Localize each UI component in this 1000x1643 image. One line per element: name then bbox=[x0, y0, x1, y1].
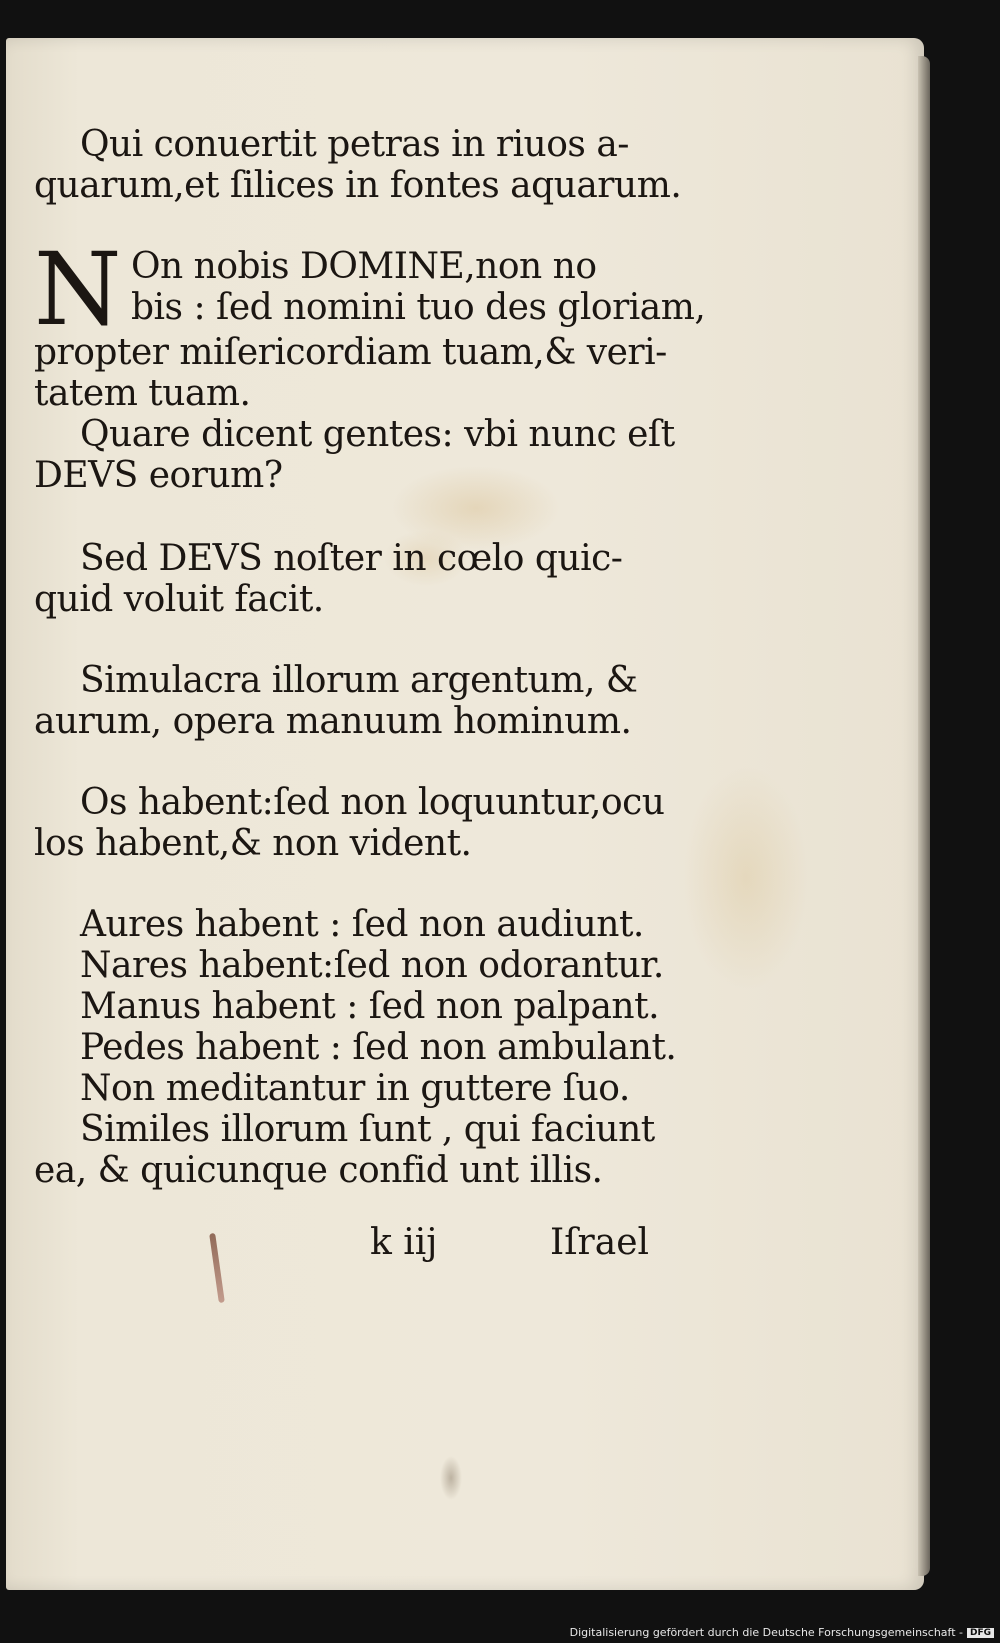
verse-line: quarum,et ſilices in fontes aquarum. bbox=[34, 165, 682, 206]
verse-line: bis : ſed nomini tuo des gloriam, bbox=[131, 287, 706, 328]
verse-line: Sed DEVS noſter in cœlo quic- bbox=[80, 538, 623, 579]
verse-line: tatem tuam. bbox=[34, 373, 251, 414]
verse-line: Nares habent:ſed non odorantur. bbox=[80, 945, 664, 986]
verse-2 bbox=[34, 231, 706, 414]
verse-1 bbox=[34, 124, 682, 206]
verse-3 bbox=[34, 414, 675, 496]
verse-line: Simulacra illorum argentum, & bbox=[80, 660, 638, 701]
verse-line: Qui conuertit petras in riuos a- bbox=[80, 124, 629, 165]
verse-line: Aures habent : ſed non audiunt. bbox=[80, 904, 644, 945]
drop-cap-initial: N bbox=[34, 231, 121, 348]
page-edge bbox=[918, 56, 930, 1576]
verse-line: aurum, opera manuum hominum. bbox=[34, 701, 632, 742]
verse-line: Pedes habent : ſed non ambulant. bbox=[80, 1027, 677, 1068]
verse-line: DEVS eorum? bbox=[34, 455, 283, 496]
paper-stain bbox=[440, 1456, 462, 1500]
verse-line: Quare dicent gentes: vbi nunc eſt bbox=[80, 414, 675, 455]
verse-line: propter miſericordiam tuam,& veri- bbox=[34, 332, 667, 373]
verse-line: Os habent:ſed non loquuntur,ocu bbox=[80, 782, 665, 823]
verse-5 bbox=[34, 660, 654, 742]
verse-line: ea, & quicunque confid unt illis. bbox=[34, 1150, 603, 1191]
verse-line: Manus habent : ſed non palpant. bbox=[80, 986, 660, 1027]
catchword: Iſrael bbox=[550, 1222, 650, 1263]
verse-7 bbox=[34, 904, 677, 1191]
verse-line: Non meditantur in guttere ſuo. bbox=[80, 1068, 630, 1109]
credit-text: Digitalisierung gefördert durch die Deutsche Forschungsgemeinschaft - bbox=[569, 1626, 963, 1639]
verse-4 bbox=[34, 538, 654, 620]
dfg-logo-icon: DFG bbox=[967, 1628, 994, 1638]
verse-line: quid voluit facit. bbox=[34, 579, 324, 620]
verse-text-block bbox=[34, 120, 706, 1191]
signature-mark: k iij bbox=[370, 1222, 438, 1263]
verse-line: los habent,& non vident. bbox=[34, 823, 472, 864]
verse-6 bbox=[34, 782, 665, 864]
verse-line: On nobis DOMINE,non no bbox=[131, 246, 597, 287]
verse-line: Similes illorum ſunt , qui faciunt bbox=[80, 1109, 655, 1150]
digitization-credit bbox=[570, 1626, 994, 1639]
